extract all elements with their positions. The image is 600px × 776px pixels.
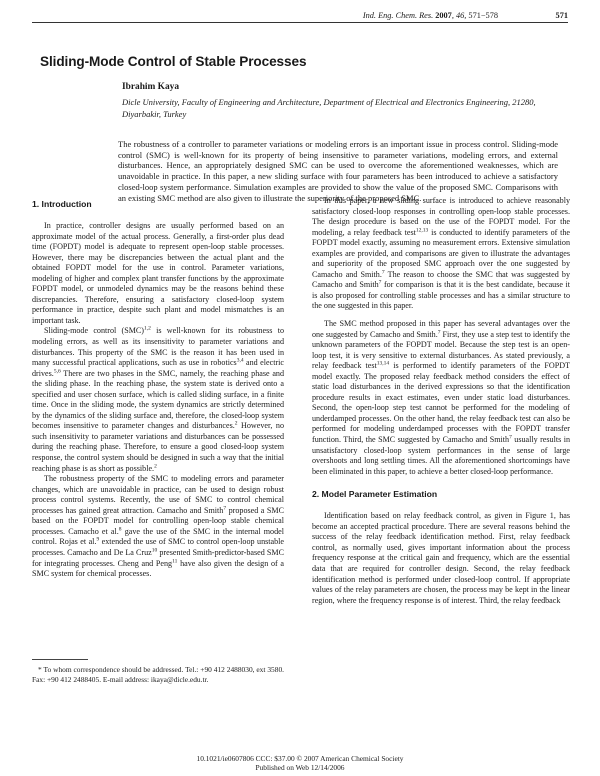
paragraph: In this paper, a new sliding surface is introduced to achieve reasonably satisfactory closed-loop responses in controlling open-loop stable processes. The design procedure is based on the use of the FOPDT model. For the modeling, a relay feedback test$^{12,13}$ is conducted to identify parameters of the FOPDT model exactly, assuming no measurement errors. Extensive simulation examples are provided, and comparisons are given to illustrate the advantages and superiority of the proposed SMC approach over the one suggested by Camacho and Smith.$^7$ The reason to choose the SMC that was suggested by Camacho and Smith$^7$ for comparison is that it is the best candidate, because it is also proposed for controlling stable processes and has a similar structure to the one suggested in this paper. — [312, 196, 570, 311]
paragraph: Sliding-mode control (SMC)$^{1,2}$ is well-known for its robustness to modeling errors, as well as its insensitivity to parameter variations and disturbances. This property of the SMC is the reason it has been used in many successful practical applications, such as use in robotics$^{3,4}$ and electric drives.$^{5,6}$ There are two phases in the SMC, namely, the reaching phase and the sliding phase. In the reaching phase, the system state is derived onto a specified and user chosen surface, which is called sliding surface, in a finite time. Once in the sliding mode, the system dynamics are strictly determined by the dynamics of the sliding surface and, therefore, the closed-loop system becomes insensitive to parameter changes and disturbances.$^2$ However, no such insensitivity to parameter variations and disturbances can be possessed during the reaching phase. Therefore, to ensure a good closed-loop system response, the control system should be designed in such a way that the initial reaching phase is as short as possible.$^2$ — [32, 325, 284, 473]
doi-copyright: 10.1021/ie0607806 CCC: $37.00 © 2007 American Chemical Society — [196, 754, 404, 763]
page-footer — [0, 754, 600, 772]
author-name: Ibrahim Kaya — [122, 82, 180, 92]
paragraph: Identification based on relay feedback control, as given in Figure 1, has become an accepted practical procedure. There are several reasons behind the success of the relay feedback identification method. First, relay feedback control, as normally used, gives important information about the process frequency response at the critical gain and frequency, which are the essential data that are required for controller design. Second, the relay feedback identification method is performed under closed-loop control. If appropriate values of the relay parameters are chosen, the process may be kept in the linear region, where the frequency response is of interest. Third, the relay feedback — [312, 511, 570, 605]
paragraph: In practice, controller designs are usually performed based on an approximate model of the actual process. Generally, a first-order plus dead time (FOPDT) model is adequate to represent open-loop stable processes. However, there may be discrepancies between the actual plant and the obtained FOPDT model for the use in control. Parameter variations, modeling of higher and complex plant transfer functions by the approximate FOPDT model, or unmodeled dynamics may be the reasons behind these discrepancies. Therefore, ensuring a satisfactory closed-loop system performance in practice, despite such plant and model mismatches is an important task. — [32, 221, 284, 325]
citation: 7 — [223, 505, 227, 512]
paper-title: Sliding-Mode Control of Stable Processes — [40, 54, 307, 69]
section-heading-model-estimation: 2. Model Parameter Estimation — [312, 489, 438, 500]
citation: 7 — [381, 269, 385, 276]
citation: 7 — [437, 328, 441, 335]
citation: 3,4 — [236, 357, 244, 364]
citation: 2 — [154, 462, 157, 469]
citation: 10 — [151, 547, 158, 554]
publication-date: Published on Web 12/14/2006 — [255, 763, 345, 773]
running-header — [32, 7, 568, 21]
citation: 8 — [118, 526, 122, 533]
journal-name: Ind. Eng. Chem. Res. — [362, 11, 434, 20]
page-number: 571 — [555, 11, 568, 20]
citation: 13,14 — [376, 360, 390, 367]
citation: 12,13 — [415, 226, 429, 233]
citation: 11 — [172, 557, 178, 564]
author-affiliation: Dicle University, Faculty of Engineering and Architecture, Department of Electrical and Electronics Engineering, 21280, Diyarbakir, Turkey — [122, 97, 536, 119]
citation: 9 — [96, 536, 100, 543]
journal-year: 2007 — [435, 11, 452, 20]
journal-citation: Ind. Eng. Chem. Res. 2007, 46, 571−578 — [362, 11, 498, 20]
section-heading-introduction: 1. Introduction — [32, 199, 92, 209]
journal-volume: 46 — [455, 11, 465, 20]
correspondence-footnote: * To whom correspondence should be addressed. Tel.: +90 412 2488030, ext 3580. Fax: +90 412 2488405. E-mail address: ikaya@dicle.edu.tr. — [32, 665, 284, 684]
journal-pages: 571−578 — [468, 11, 498, 20]
header-rule — [32, 22, 568, 23]
abstract: The robustness of a controller to parameter variations or modeling errors is an important issue in process control. Sliding-mode control (SMC) is well-known for its property of being insensitive to parameter variations, modeling errors, and external disturbances. Hence, an appropriately designed SMC can be used to overcome the aforementioned weaknesses, which are unavoidable in practice. In this paper, a new sliding surface with four parameters has been introduced to achieve a satisfactory closed-loop system performance. Simulation examples are provided to show the value of the proposed SMC. Comparisons with an existing SMC method are also given to illustrate the superiority of the proposed SMC. — [118, 139, 558, 203]
citation: 7 — [509, 434, 512, 441]
citation: 1,2 — [143, 325, 151, 332]
left-column — [32, 199, 284, 580]
right-column — [312, 196, 570, 606]
paragraph: The SMC method proposed in this paper has several advantages over the one suggested by Camacho and Smith.$^7$ First, they use a step test to identify the unknown parameters of the FOPDT model. Because the step test is an open-loop test, it is very sensitive to external disturbances. As stated previously, a relay feedback test$^{13,14}$ is performed to identify parameters of the FOPDT model exactly. The proposed relay feedback method considers the effect of static load disturbances in the derived expressions so that the identification procedure results in exact estimates, even under static load disturbances. Second, the open-loop step test cannot be performed for the modeling of underdamped processes. On the other hand, the relay feedback test can also be performed for modeling underdamped processes with the FOPDT transfer function. Third, the SMC suggested by Camacho and Smith$^7$ usually results in unsatisfactory closed-loop system performances in the sense of large overshoots and long settling times. All the aforementioned shortcomings have been eliminated in this paper, to achieve a better closed-loop performance. — [312, 319, 571, 476]
citation: 5,6 — [53, 367, 61, 374]
citation: 2 — [234, 420, 238, 427]
citation: 7 — [378, 279, 382, 286]
paragraph: The robustness property of the SMC to modeling errors and parameter changes, which are unavoidable in practice, can be used to design robust process control systems. Recently, the use of SMC to control chemical processes has gained great attraction. Camacho and Smith$^7$ proposed a SMC based on the FOPDT model for controlling open-loop stable chemical processes. Camacho et al.$^8$ gave the use of the SMC in the internal model control. Rojas et al.$^9$ extended the use of SMC to control open-loop unstable processes. Camacho and De La Cruz$^{10}$ presented Smith-predictor-based SMC for integrating processes. Cheng and Peng$^{11}$ have also given the design of a SMC system for chemical processes. — [32, 474, 284, 579]
footnote-rule — [32, 659, 88, 660]
